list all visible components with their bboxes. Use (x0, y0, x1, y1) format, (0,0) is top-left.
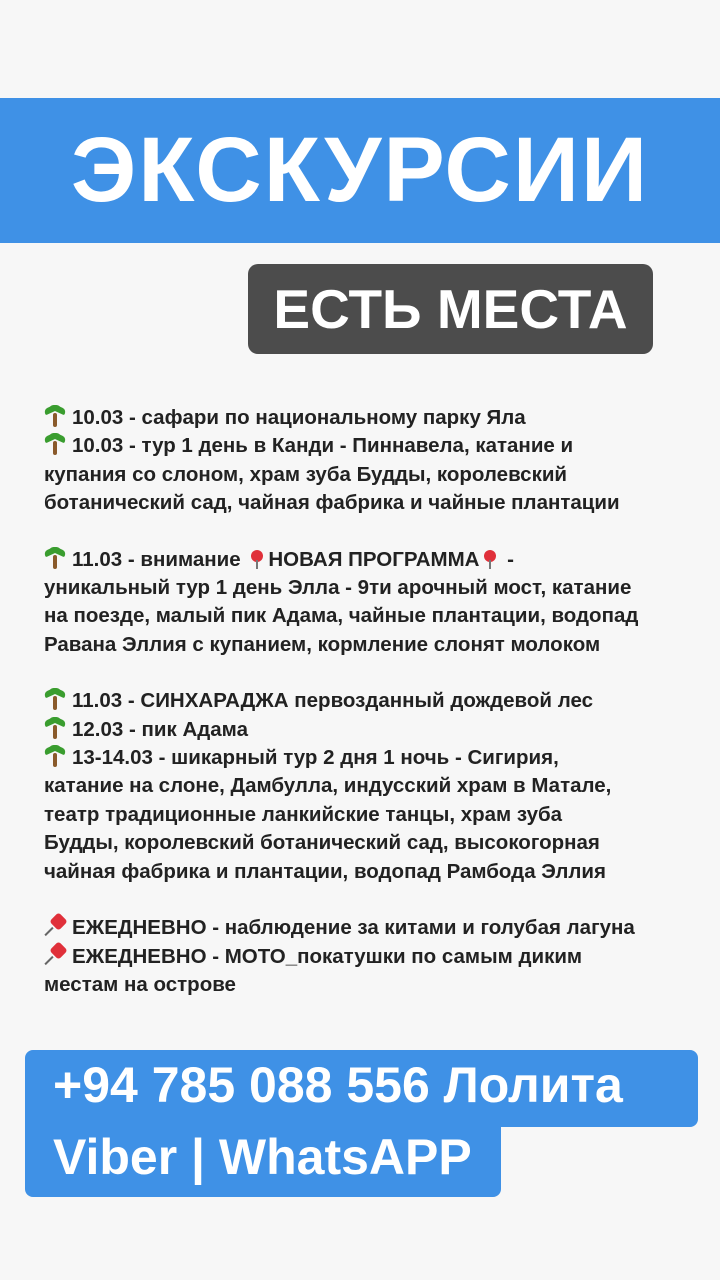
tour-block-2 (44, 546, 704, 660)
page-title: ЭКСКУРСИИ (70, 119, 650, 221)
tour-text: 11.03 - внимание (72, 547, 241, 571)
list-item (44, 914, 704, 942)
list-item (44, 744, 704, 772)
round-pushpin-icon (481, 550, 499, 568)
pushpin-icon (44, 944, 66, 966)
daily-text: ЕЖЕДНЕВНО - МОТО_покатушки по самым диким (72, 944, 583, 968)
list-item (44, 687, 704, 715)
tour-text: театр традиционные ланкийские танцы, храм зуба (44, 802, 563, 826)
availability-badge: ЕСТЬ МЕСТА (248, 264, 653, 354)
list-item (44, 546, 704, 574)
tour-block-1 (44, 404, 704, 518)
palm-tree-icon (44, 717, 66, 739)
list-item (44, 404, 704, 432)
tour-block-3 (44, 687, 704, 886)
palm-tree-icon (44, 688, 66, 710)
tour-list (44, 404, 704, 999)
tour-text: уникальный тур 1 день Элла - 9ти арочный мост, катание (44, 576, 632, 600)
tour-text: ботанический сад, чайная фабрика и чайные плантации (44, 491, 620, 515)
tour-text: 10.03 - тур 1 день в Канди - Пиннавела, катание и (72, 434, 574, 458)
pushpin-icon (44, 915, 66, 937)
tour-text: катание на слоне, Дамбулла, индусский храм в Матале, (44, 774, 612, 798)
palm-tree-icon (44, 547, 66, 569)
tour-text: Будды, королевский ботанический сад, высокогорная (44, 831, 600, 855)
list-item (44, 943, 704, 971)
new-program-label: НОВАЯ ПРОГРАММА (268, 547, 480, 571)
header-banner (0, 98, 720, 243)
messenger-apps: Viber | WhatsAPP (53, 1129, 472, 1185)
palm-tree-icon (44, 745, 66, 767)
tour-text: на поезде, малый пик Адама, чайные плантации, водопад (44, 604, 639, 628)
list-item (44, 716, 704, 744)
tour-text: 12.03 - пик Адама (72, 717, 248, 741)
tour-text: 11.03 - СИНХАРАДЖА первозданный дождевой лес (72, 689, 593, 713)
daily-text: местам на острове (44, 972, 236, 996)
tour-text: 10.03 - сафари по национальному парку Яла (72, 406, 526, 429)
palm-tree-icon (44, 405, 66, 427)
tour-text: Равана Эллия с купанием, кормление слонят молоком (44, 632, 601, 656)
dash: - (501, 547, 514, 571)
palm-tree-icon (44, 433, 66, 455)
daily-block (44, 914, 704, 999)
round-pushpin-icon (248, 550, 266, 568)
tour-text: 13-14.03 - шикарный тур 2 дня 1 ночь - Сигирия, (72, 746, 559, 770)
contact-block (25, 1050, 698, 1197)
list-item (44, 432, 704, 460)
phone-number[interactable]: +94 785 088 556 Лолита (53, 1057, 623, 1113)
tour-text: купания со слоном, храм зуба Будды, королевский (44, 462, 568, 486)
daily-text: ЕЖЕДНЕВНО - наблюдение за китами и голубая лагуна (72, 916, 635, 940)
tour-text: чайная фабрика и плантации, водопад Рамбода Эллия (44, 859, 606, 883)
